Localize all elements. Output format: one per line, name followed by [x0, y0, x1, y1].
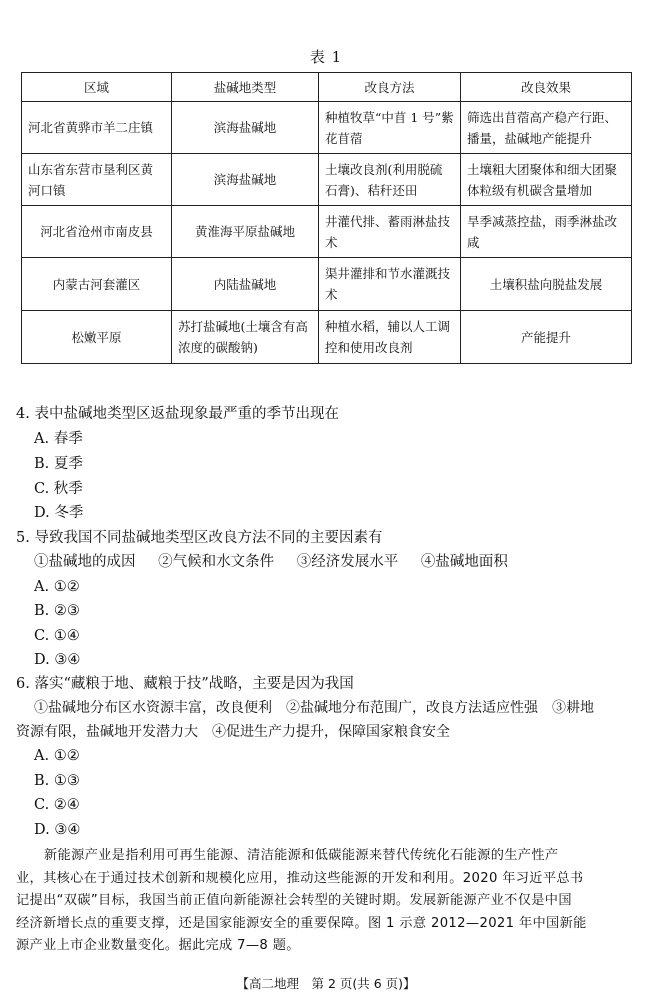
header-method: 改良方法	[319, 73, 461, 102]
cell-soil-type: 滨海盐碱地	[172, 154, 319, 206]
cell-region: 河北省沧州市南皮县	[22, 206, 172, 258]
q6-statement-line-1: ①盐碱地分布区水资源丰富，改良便利 ②盐碱地分布范围广，改良方法适应性强 ③耕地	[34, 700, 594, 716]
cell-effect: 土壤积盐向脱盐发展	[461, 258, 632, 311]
cell-region: 松嫩平原	[22, 311, 172, 364]
table-title: 表 1	[309, 48, 343, 66]
q5-statement-1: ①盐碱地的成因	[34, 554, 136, 570]
passage-line: 记提出“双碳”目标，我国当前正值向新能源社会转型的关键时期。发展新能源产业不仅是中国	[16, 893, 572, 908]
table-row	[22, 311, 632, 364]
cell-soil-type: 内陆盐碱地	[172, 258, 319, 311]
table-row	[22, 206, 632, 258]
cell-soil-type: 苏打盐碱地(土壤含有高浓度的碳酸钠)	[172, 311, 319, 364]
cell-region: 山东省东营市垦利区黄河口镇	[22, 154, 172, 206]
q5-option-a: A. ①②	[34, 579, 80, 595]
passage-line: 新能源产业是指利用可再生能源、清洁能源和低碳能源来替代传统化石能源的生产性产	[44, 848, 559, 863]
q4-option-b: B. 夏季	[34, 456, 83, 472]
q4-option-a: A. 春季	[34, 431, 83, 447]
question-5-stem: 5. 导致我国不同盐碱地类型区改良方法不同的主要因素有	[16, 530, 383, 546]
q5-statements	[34, 552, 526, 572]
page-footer: 【高二地理 第 2 页(共 6 页)】	[236, 976, 416, 991]
q5-statement-2: ②气候和水文条件	[158, 554, 275, 570]
question-6-stem: 6. 落实“藏粮于地、藏粮于技”战略，主要是因为我国	[16, 676, 354, 692]
reading-passage	[16, 845, 636, 958]
table-header-row	[22, 73, 632, 102]
q5-option-b: B. ②③	[34, 603, 80, 619]
cell-method: 井灌代排、蓄雨淋盐技术	[319, 206, 461, 258]
q6-option-b: B. ①③	[34, 773, 80, 789]
passage-line: 业，其核心在于通过技术创新和规模化应用，推动这些能源的开发和利用。2020 年习近平总书	[16, 870, 584, 886]
cell-soil-type: 滨海盐碱地	[172, 102, 319, 154]
cell-method: 种植水稻，辅以人工调控和使用改良剂	[319, 311, 461, 364]
cell-region: 河北省黄骅市羊二庄镇	[22, 102, 172, 154]
cell-method: 种植牧草“中苜 1 号”紫花苜蓿	[319, 102, 461, 154]
header-effect: 改良效果	[461, 73, 632, 102]
passage-line: 经济新增长点的重要支撑，还是国家能源安全的重要保障。图 1 示意 2012—2021 年中国新能	[16, 915, 587, 931]
cell-effect: 旱季减蒸控盐，雨季淋盐改咸	[461, 206, 632, 258]
q6-option-d: D. ③④	[34, 822, 81, 838]
q6-option-a: A. ①②	[34, 748, 80, 764]
q5-statement-4: ④盐碱地面积	[420, 554, 508, 570]
cell-effect: 土壤粗大团聚体和细大团聚体粒级有机碳含量增加	[461, 154, 632, 206]
cell-soil-type: 黄淮海平原盐碱地	[172, 206, 319, 258]
q5-option-c: C. ①④	[34, 628, 80, 644]
cell-region: 内蒙古河套灌区	[22, 258, 172, 311]
table-row	[22, 102, 632, 154]
q5-statement-3: ③经济发展水平	[296, 554, 399, 570]
q6-option-c: C. ②④	[34, 797, 80, 813]
q6-statement-line-2: 资源有限，盐碱地开发潜力大 ④促进生产力提升，保障国家粮食安全	[16, 724, 450, 740]
cell-method: 土壤改良剂(利用脱硫石膏)、秸秆还田	[319, 154, 461, 206]
cell-effect: 产能提升	[461, 311, 632, 364]
table-row	[22, 154, 632, 206]
q5-option-d: D. ③④	[34, 652, 81, 668]
header-region: 区域	[22, 73, 172, 102]
saline-soil-table	[21, 72, 632, 364]
q4-option-c: C. 秋季	[34, 481, 83, 497]
table-row	[22, 258, 632, 311]
cell-effect: 筛选出苜蓿高产稳产行距、播量，盐碱地产能提升	[461, 102, 632, 154]
question-4-stem: 4. 表中盐碱地类型区返盐现象最严重的季节出现在	[16, 406, 339, 422]
cell-method: 渠井灌排和节水灌溉技术	[319, 258, 461, 311]
passage-line: 源产业上市企业数量变化。据此完成 7—8 题。	[16, 938, 300, 953]
q4-option-d: D. 冬季	[34, 505, 84, 521]
header-soil-type: 盐碱地类型	[172, 73, 319, 102]
